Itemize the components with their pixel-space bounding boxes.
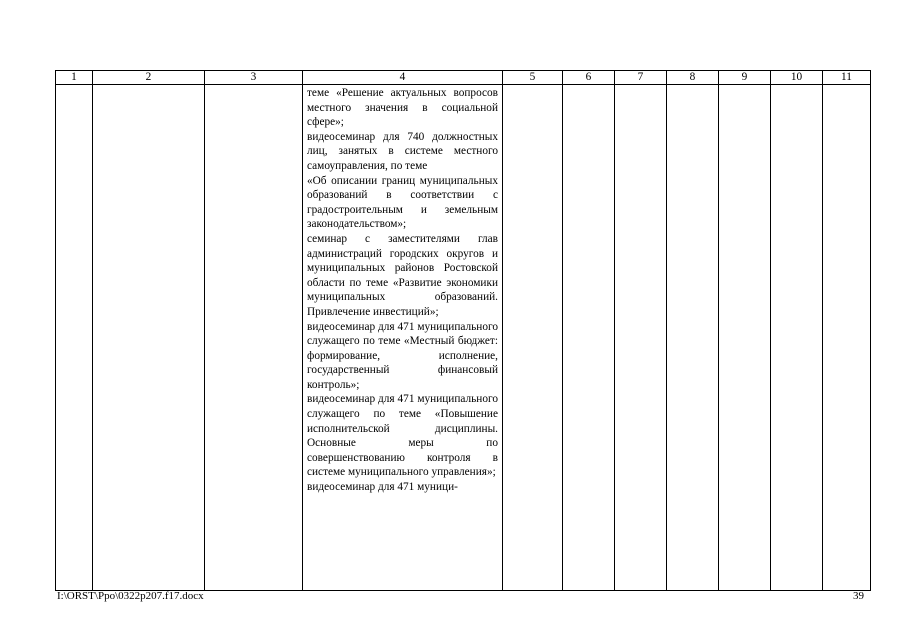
table-cell-col-7 [615, 85, 667, 591]
column-header-3: 3 [205, 71, 303, 85]
event-paragraph: видеосеминар для 740 должностных лиц, занятых в системе местного самоуправления, по теме [307, 130, 498, 172]
table-cell-col-11 [823, 85, 871, 591]
column-header-5: 5 [503, 71, 563, 85]
column-header-7: 7 [615, 71, 667, 85]
column-header-10: 10 [771, 71, 823, 85]
table-cell-col-3 [205, 85, 303, 591]
column-header-1: 1 [56, 71, 93, 85]
column-header-6: 6 [563, 71, 615, 85]
footer-page-number: 39 [853, 590, 864, 602]
footer-file-path: I:\ORST\Ppo\0322p207.f17.docx [57, 590, 204, 602]
event-paragraph: теме «Решение актуальных вопросов местного значения в социальной сфере»; [307, 87, 498, 129]
column-header-2: 2 [93, 71, 205, 85]
table-cell-col-2 [93, 85, 205, 591]
event-paragraph: семинар с заместителями глав администраций городских округов и муниципальных районов Ростовской области по теме «Развитие экономики муниципальных образований. Привлечение инвестиций»; [307, 232, 498, 318]
table-cell-col-6 [563, 85, 615, 591]
table-cell-col-4 [303, 85, 503, 591]
column-header-8: 8 [667, 71, 719, 85]
table-cell-col-5 [503, 85, 563, 591]
table-row [56, 85, 871, 591]
table-cell-col-1 [56, 85, 93, 591]
event-paragraph: видеосеминар для 471 муници- [307, 481, 458, 494]
column-header-4: 4 [303, 71, 503, 85]
table-cell-col-10 [771, 85, 823, 591]
event-paragraph: видеосеминар для 471 муниципального служащего по теме «Местный бюджет: формирование, исполнение, государственный финансовый контроль»; [307, 320, 498, 391]
event-paragraph: видеосеминар для 471 муниципального служащего по теме «Повышение исполнительской дисциплины. Основные меры по совершенствованию контроля в системе муниципального управления»; [307, 393, 498, 479]
cell-text-block [303, 85, 502, 495]
table-cell-col-9 [719, 85, 771, 591]
event-paragraph: «Об описании границ муниципальных образований в соответствии с градостроительным и земельным законодательством»; [307, 174, 498, 231]
table-cell-col-8 [667, 85, 719, 591]
header-row [56, 71, 871, 85]
column-header-11: 11 [823, 71, 871, 85]
column-header-9: 9 [719, 71, 771, 85]
data-table [55, 70, 871, 591]
